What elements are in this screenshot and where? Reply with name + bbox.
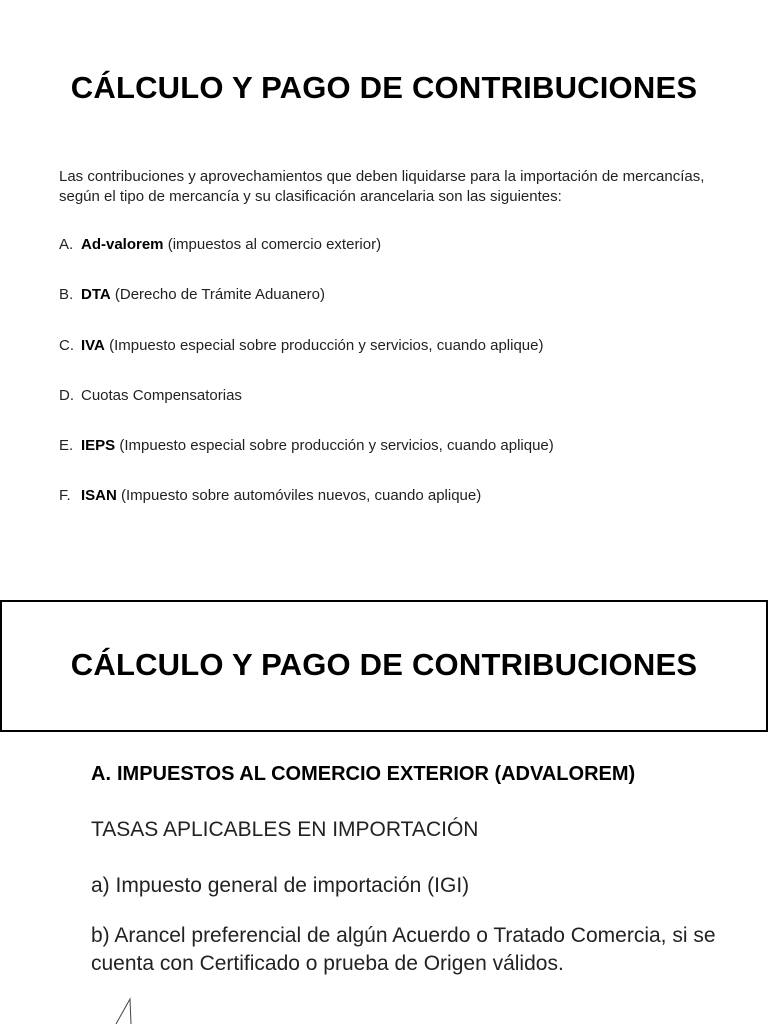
item-letter: B.	[59, 286, 74, 304]
item-term: Ad-valorem	[81, 236, 164, 253]
item-term: ISAN	[81, 487, 117, 505]
item-description: Cuotas Compensatorias	[81, 386, 242, 404]
section-title: IMPUESTOS AL COMERCIO EXTERIOR (ADVALOREM)	[117, 763, 636, 785]
intro-paragraph: Las contribuciones y aprovechamientos que deben liquidarse para la importación de mercancías, según el tipo de mercancía y su clasificación arancelaria son las siguientes:	[59, 168, 705, 205]
item-description: (impuestos al comercio exterior)	[167, 236, 382, 253]
list-item	[59, 336, 554, 386]
section-item-b: b) Arancel preferencial de algún Acuerdo o Tratado Comercia, si se cuenta con Certificado o prueba de Origen válidos.	[91, 924, 716, 975]
item-description: (Derecho de Trámite Aduanero)	[114, 286, 326, 304]
list-item	[59, 285, 554, 335]
item-letter: C.	[59, 336, 74, 354]
item-description: (Impuesto especial sobre producción y servicios, cuando aplique)	[109, 336, 544, 354]
decorative-line-icon	[110, 996, 140, 1024]
slide-1-title: CÁLCULO Y PAGO DE CONTRIBUCIONES	[70, 70, 698, 105]
section-letter: A.	[91, 763, 111, 785]
item-letter: A.	[59, 236, 74, 253]
item-description: (Impuesto sobre automóviles nuevos, cuando aplique)	[121, 487, 482, 505]
item-letter: F.	[59, 487, 71, 505]
list-item	[59, 386, 554, 436]
section-heading	[91, 763, 741, 786]
contributions-list	[59, 235, 554, 537]
item-term: IEPS	[81, 437, 116, 455]
item-term: DTA	[81, 286, 111, 304]
slide-2-header-box	[0, 600, 768, 732]
section-subtitle: TASAS APLICABLES EN IMPORTACIÓN	[91, 818, 479, 841]
section-item-a: a) Impuesto general de importación (IGI)	[91, 874, 470, 897]
list-item	[59, 486, 554, 536]
list-item	[59, 436, 554, 486]
item-term: IVA	[81, 336, 105, 354]
list-item	[59, 235, 554, 285]
slide-2-content	[91, 763, 741, 1000]
item-description: (Impuesto especial sobre producción y servicios, cuando aplique)	[119, 437, 554, 455]
item-letter: E.	[59, 437, 74, 455]
slide-2-title: CÁLCULO Y PAGO DE CONTRIBUCIONES	[70, 647, 698, 682]
item-letter: D.	[59, 386, 74, 404]
